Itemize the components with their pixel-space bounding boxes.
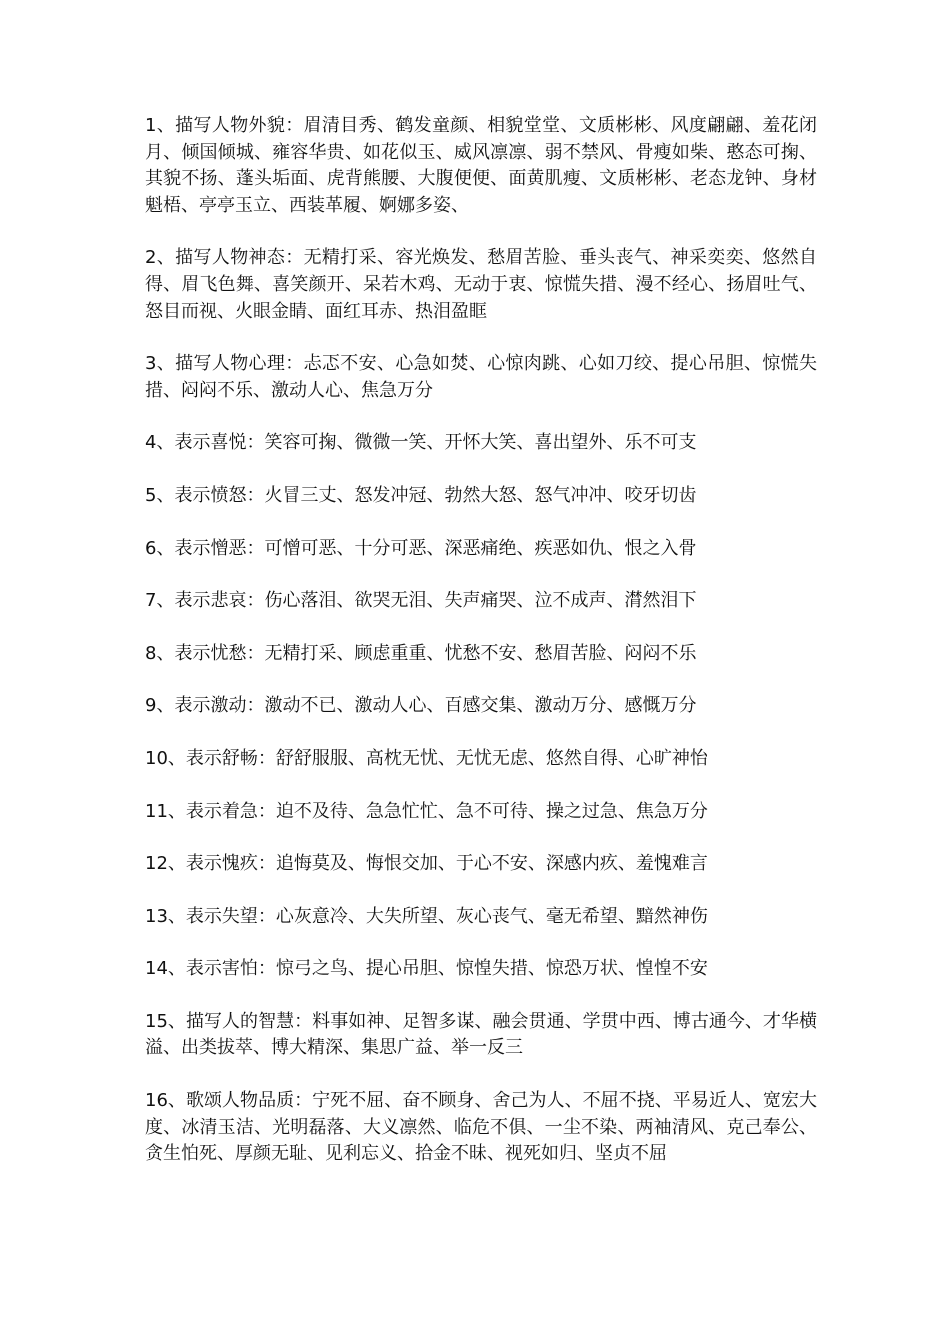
entry-14: 14、表示害怕：惊弓之鸟、提心吊胆、惊惶失措、惊恐万状、惶惶不安 [145, 958, 708, 980]
entry-7: 7、表示悲哀：伤心落泪、欲哭无泪、失声痛哭、泣不成声、潸然泪下 [145, 590, 697, 612]
entry-5: 5、表示愤怒：火冒三丈、怒发冲冠、勃然大怒、怒气冲冲、咬牙切齿 [145, 484, 697, 506]
entry-6: 6、表示憎恶：可憎可恶、十分可恶、深恶痛绝、疾恶如仇、恨之入骨 [145, 537, 697, 559]
entry-9: 9、表示激动：激动不已、激动人心、百感交集、激动万分、感慨万分 [145, 695, 697, 717]
entry-8: 8、表示忧愁：无精打采、顾虑重重、忧愁不安、愁眉苦脸、闷闷不乐 [145, 642, 697, 664]
entry-4: 4、表示喜悦：笑容可掬、微微一笑、开怀大笑、喜出望外、乐不可支 [145, 432, 697, 454]
entry-2: 2、描写人物神态：无精打采、容光焕发、愁眉苦脸、垂头丧气、神采奕奕、悠然自得、眉飞色舞、喜笑颜开、呆若木鸡、无动于衷、惊慌失措、漫不经心、扬眉吐气、怒目而视、火眼金睛、面红耳赤、热泪盈眶 [145, 247, 817, 322]
entry-1: 1、描写人物外貌：眉清目秀、鹤发童颜、相貌堂堂、文质彬彬、风度翩翩、羞花闭月、倾国倾城、雍容华贵、如花似玉、威风凛凛、弱不禁风、骨瘦如柴、憨态可掬、其貌不扬、蓬头垢面、虎背熊腰、大腹便便、面黄肌瘦、文质彬彬、老态龙钟、身材魁梧、亭亭玉立、西装革履、婀娜多姿、 [145, 115, 817, 216]
entry-13: 13、表示失望：心灰意冷、大失所望、灰心丧气、毫无希望、黯然神伤 [145, 905, 708, 927]
entry-3: 3、描写人物心理：忐忑不安、心急如焚、心惊肉跳、心如刀绞、提心吊胆、惊慌失措、闷闷不乐、激动人心、焦急万分 [145, 353, 817, 401]
entry-15: 15、描写人的智慧：料事如神、足智多谋、融会贯通、学贯中西、博古通今、才华横溢、出类拔萃、博大精深、集思广益、举一反三 [145, 1010, 817, 1059]
entry-12: 12、表示愧疚：追悔莫及、悔恨交加、于心不安、深感内疚、羞愧难言 [145, 853, 708, 875]
entry-11: 11、表示着急：迫不及待、急急忙忙、急不可待、操之过急、焦急万分 [145, 800, 708, 822]
entry-16: 16、歌颂人物品质：宁死不屈、奋不顾身、舍己为人、不屈不挠、平易近人、宽宏大度、冰清玉洁、光明磊落、大义凛然、临危不俱、一尘不染、两袖清风、克己奉公、贪生怕死、厚颜无耻、见利忘义、拾金不昧、视死如归、坚贞不屈 [145, 1090, 817, 1165]
document-body [145, 113, 817, 1194]
entry-10: 10、表示舒畅：舒舒服服、高枕无忧、无忧无虑、悠然自得、心旷神怡 [145, 747, 708, 769]
